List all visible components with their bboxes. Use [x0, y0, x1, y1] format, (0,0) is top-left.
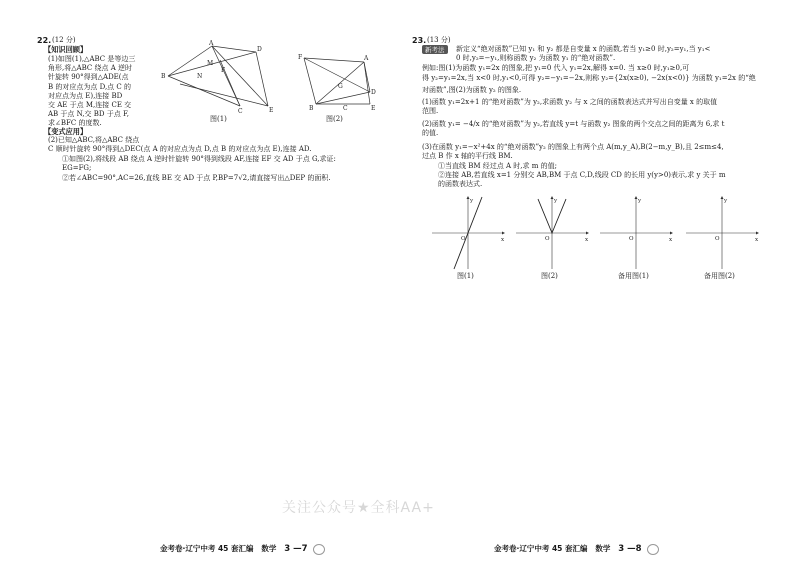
question-23-example-line-1: 例如:图(1)为函数 y₁=2x 的图象,把 y₁=0 代入 y₁=2x,解得 x=0. 当 x≥0 时,y₁≥0,可: [422, 64, 690, 72]
graph-figure-2: [514, 195, 590, 271]
footer-book-title: 金考卷·辽宁中考 45 套汇编: [160, 544, 254, 553]
spare1-y-label: y: [638, 198, 642, 204]
new-method-badge: 新考法: [422, 45, 448, 54]
footer-left: [160, 543, 325, 555]
question-23-part-1: (1)函数 y₁=2x+1 的“绝对函数”为 y₂,求函数 y₂ 与 x 之间的函数表达式并写出自变量 x 的取值 范围.: [422, 98, 718, 116]
fig2-label-e: E: [371, 105, 376, 112]
figure-1-diagram: [160, 40, 280, 115]
graph-caption-4: 备用图(2): [704, 272, 735, 280]
right-page: [400, 0, 800, 577]
footer-right: [494, 543, 659, 555]
question-23-example-line-2: 得 y₂=y₁=2x,当 x<0 时,y₁<0,可得 y₂=−y₁=−2x,则称 y₂={2x(x≥0), −2x(x<0)} 为函数 y₁=2x 的“绝: [422, 74, 756, 82]
section-knowledge-review: 【知识回顾】: [44, 45, 88, 54]
spare1-x-label: x: [669, 237, 673, 243]
graph-caption-3: 备用图(1): [618, 272, 649, 280]
question-23-example-line-3: 对函数”,图(2)为函数 y₂ 的图象.: [422, 86, 522, 94]
figure-1-caption: 图(1): [210, 115, 227, 123]
question-23-number: 23.: [412, 36, 427, 45]
fig1-label-n: N: [197, 73, 203, 80]
fig2-label-b: B: [309, 105, 314, 112]
question-23-part-3-sub-1: ①当直线 BM 经过点 A 时,求 m 的值;: [438, 162, 557, 170]
graph1-y-label: y: [470, 198, 474, 204]
question-23-part-3-intro: (3)在函数 y₁=−x²+4x 的“绝对函数”y₂ 的图象上有两个点 A(m,y_A),B(2−m,y_B),且 2≤m≤4, 过点 B 作 x 轴的平行线 BM.: [422, 143, 724, 161]
spare1-origin-label: O: [629, 236, 634, 242]
fig1-label-b: B: [161, 73, 166, 80]
footer-page-number: 3 —7: [284, 544, 308, 554]
fig2-label-f: F: [298, 54, 303, 61]
fig2-label-a: A: [364, 55, 369, 62]
graph-caption-2: 图(2): [541, 272, 558, 280]
footer-book-title: 金考卷·辽宁中考 45 套汇编: [494, 544, 588, 553]
spare2-origin-label: O: [715, 236, 720, 242]
question-23-part-3-sub-2: ②连接 AB,若直线 x=1 分别交 AB,BM 于点 C,D,线段 CD 的长用 y(y>0)表示,求 y 关于 m 的函数表达式.: [438, 171, 726, 189]
spare2-x-label: x: [755, 237, 759, 243]
figure-2-caption: 图(2): [326, 115, 343, 123]
fig1-label-e: E: [269, 107, 274, 114]
footer-page-number: 3 —8: [618, 544, 642, 554]
graph-spare-1: [598, 195, 674, 271]
graph1-x-label: x: [501, 237, 505, 243]
fig2-label-g: G: [338, 83, 343, 90]
fig1-label-c: C: [238, 108, 243, 115]
question-22-points: (12 分): [52, 36, 76, 44]
graph-figure-1: [430, 195, 506, 271]
figure-2-diagram: [296, 52, 378, 114]
spare2-y-label: y: [724, 198, 728, 204]
footer-subject: 数学: [595, 544, 611, 553]
footer-logo-icon: [313, 544, 325, 555]
section-variant-application: 【变式应用】: [44, 127, 88, 136]
question-23-points: (13 分): [427, 36, 451, 44]
fig1-label-d: D: [257, 46, 262, 53]
question-22-part-2-sub-1: ①如图(2),将线段 AB 绕点 A 逆时针旋转 90°得到线段 AF,连接 EF 交 AD 于点 G,求证: EG=FG;: [62, 155, 336, 173]
fig1-label-m: M: [207, 60, 214, 67]
fig1-label-a: A: [209, 40, 214, 47]
fig1-label-f: F: [221, 67, 226, 74]
question-23-part-2: (2)函数 y₁= −4/x 的“绝对函数”为 y₂,若直线 y=t 与函数 y₂ 图象的两个交点之间的距离为 6,求 t 的值.: [422, 120, 725, 138]
footer-logo-icon: [647, 544, 659, 555]
watermark: 关注公众号★全科AA+: [282, 500, 435, 516]
question-23-intro: 新定义“绝对函数”已知 y₁ 和 y₂ 都是自变量 x 的函数,若当 y₁≥0 时,y₂=y₁,当 y₁< 0 时,y₂=−y₁,则称函数 y₂ 为函数 y₁ 的“绝对函数”.: [456, 45, 711, 63]
graph2-x-label: x: [585, 237, 589, 243]
graph2-origin-label: O: [545, 236, 550, 242]
question-22-part-2-intro: (2)已知△ABC,将△ABC 绕点 C 顺时针旋转 90°得到△DEC(点 A 的对应点为点 D,点 B 的对应点为点 E),连接 AD.: [48, 136, 312, 154]
question-22-number: 22.: [37, 36, 52, 45]
question-22-part-1: (1)如图(1),△ABC 是等边三 角形,将△ABC 绕点 A 逆时 针旋转 90°得到△ADE(点 B 的对应点为点 D,点 C 的 对应点为点 E),连接 BD 交 AE 于点 M,连接 CE 交 AB 于点 N,交 BD 于点 F, 求∠BFC 的度数.: [48, 55, 136, 128]
graph2-y-label: y: [554, 198, 558, 204]
graph1-origin-label: O: [461, 236, 466, 242]
footer-subject: 数学: [261, 544, 277, 553]
fig2-label-d: D: [371, 89, 376, 96]
question-22-part-2-sub-2: ②若∠ABC=90°,AC=26,直线 BE 交 AD 于点 P,BP=7√2,请直接写出△DEP 的面积.: [62, 174, 331, 182]
fig2-label-c: C: [343, 105, 348, 112]
graph-caption-1: 图(1): [457, 272, 474, 280]
graph-spare-2: [684, 195, 760, 271]
